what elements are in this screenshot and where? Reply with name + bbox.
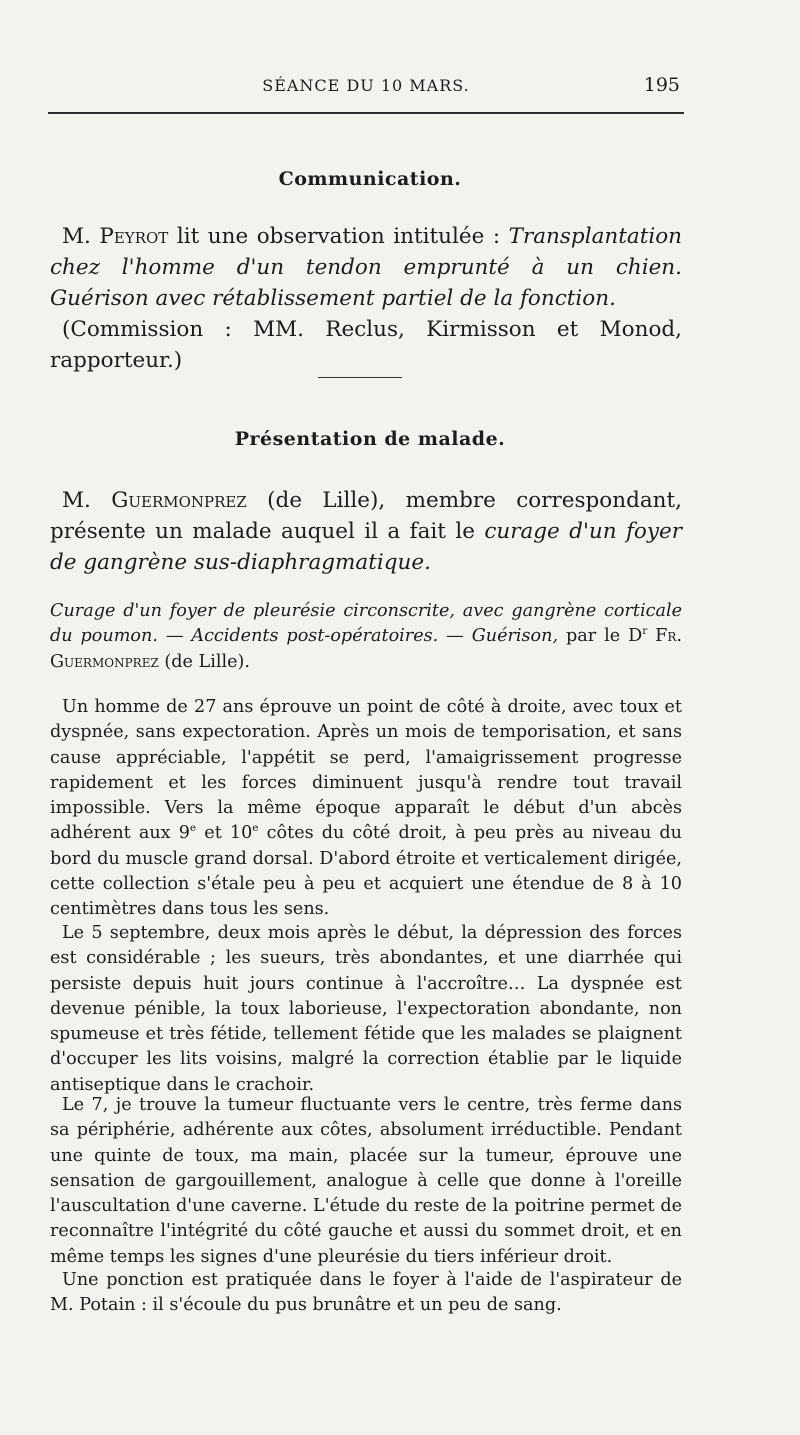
case-author-tail: (de Lille). [158, 651, 250, 672]
communication-title: Transplantation chez l'homme d'un tendon emprunté à un chien. Guérison avec rétablissement partiel de la fonction. [50, 224, 682, 311]
case-by: par le D [558, 626, 643, 647]
presentation-title: curage d'un foyer de gangrène sus-diaphragmatique. [50, 519, 682, 575]
case-title-paragraph [50, 599, 682, 675]
case-title: Curage d'un foyer de pleurésie circonscrite, avec gangrène corticale du poumon. — Accidents post-opératoires. — Guérison, [50, 601, 682, 647]
commission-paragraph [50, 314, 682, 376]
superscript: e [252, 822, 259, 835]
case-paragraph-3-text: Le 7, je trouve la tumeur fluctuante vers le centre, très ferme dans sa périphérie, adhérente aux côtes, absolument irréductible. Pendant une quinte de toux, ma main, placée sur la tumeur, éprouve une sensation de gargouillement, analogue à celle que donne à l'oreille l'auscultation d'une caverne. L'étude du reste de la poitrine permet de reconnaître l'intégrité du côté gauche et aussi du sommet droit, et en même temps les signes d'une pleurésie du tiers inférieur droit. [50, 1095, 682, 1267]
case-by-sup: r [642, 625, 648, 638]
presentation-paragraph [50, 485, 682, 578]
page-number: 195 [643, 74, 680, 96]
presenter-name: M. Guermonprez [62, 488, 247, 513]
communication-paragraph [50, 221, 682, 314]
case-paragraph-1 [50, 695, 682, 923]
commission-text: (Commission : MM. Reclus, Kirmisson et Monod, rapporteur.) [50, 317, 682, 373]
superscript: e [189, 822, 197, 835]
case-paragraph-3 [50, 1093, 682, 1270]
case-author: Fr. Guermonprez [50, 626, 682, 672]
running-header [52, 74, 680, 102]
case-paragraph-1-text: Un homme de 27 ans éprouve un point de côté à droite, avec toux et dyspnée, sans expectoration. Après un mois de temporisation, et sans cause appréciable, l'appétit se perd, l'amaigrissement progresse rapidement et les forces diminuent jusqu'à rendre tout travail impossible. Vers la même époque apparaît le début d'un abcès adhérent aux 9 [50, 697, 682, 844]
case-paragraph-4-text: Une ponction est pratiquée dans le foyer à l'aide de l'aspirateur de M. Potain : il s'écoule du pus brunâtre et un peu de sang. [50, 1270, 682, 1316]
section-heading-communication: Communication. [278, 168, 462, 190]
communication-text: lit une observation intitulée : [168, 224, 509, 249]
case-paragraph-2 [50, 921, 682, 1098]
section-heading-presentation: Présentation de malade. [234, 428, 506, 450]
case-paragraph-2-text: Le 5 septembre, deux mois après le début, la dépression des forces est considérable ; les sueurs, très abondantes, et une diarrhée qui persiste depuis huit jours continue à l'accroître… La dyspnée est devenue pénible, la toux laborieuse, l'expectoration abondante, non spumeuse et très fétide, tellement fétide que les malades se plaignent d'occuper les lits voisins, malgré la correction établie par le liquide antiseptique dans le crachoir. [50, 923, 682, 1095]
case-paragraph-1-mid: et 10 [196, 823, 253, 844]
case-paragraph-4 [50, 1268, 682, 1319]
presentation-text: (de Lille), membre correspondant, présente un malade auquel il a fait le [50, 488, 682, 544]
section-separator [318, 377, 402, 378]
header-rule [48, 112, 684, 114]
author-name: M. Peyrot [62, 224, 169, 249]
case-paragraph-1-end: côtes du côté droit, à peu près au niveau du bord du muscle grand dorsal. D'abord étroite et verticalement dirigée, cette collection s'étale peu à peu et acquiert une étendue de 8 à 10 centimètres dans tous les sens. [50, 823, 682, 920]
running-title: SÉANCE DU 10 MARS. [262, 76, 470, 95]
